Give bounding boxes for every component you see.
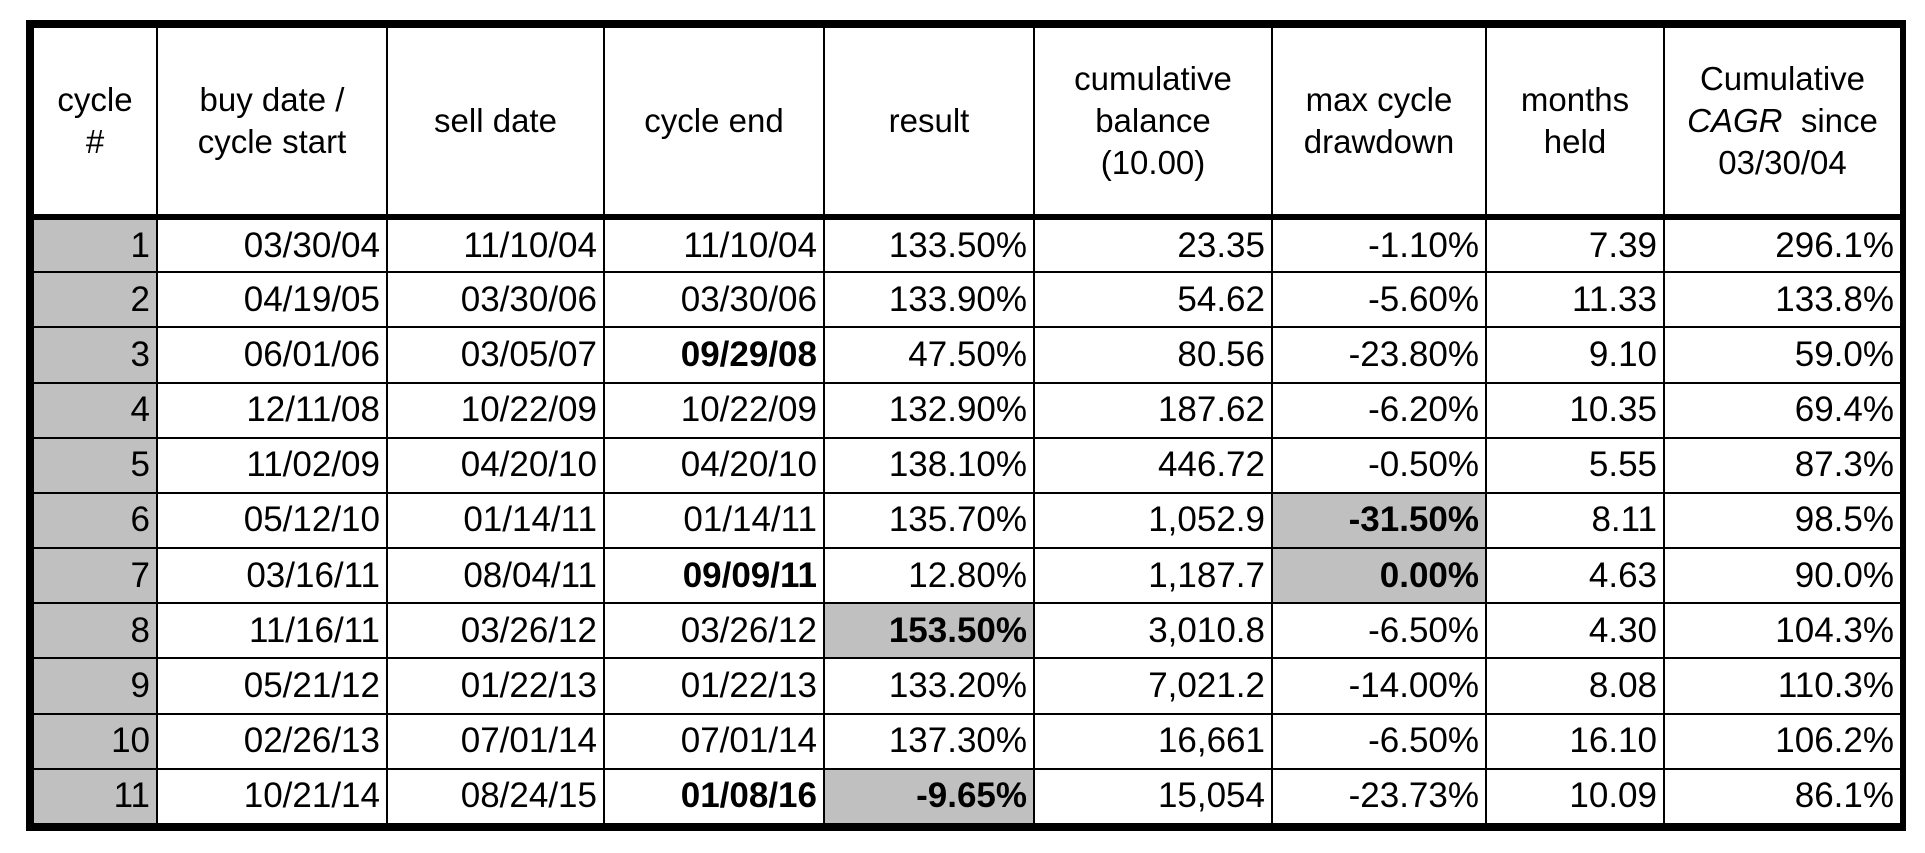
table-row [33,658,1901,713]
months-held-cell: 4.63 [1486,548,1664,603]
buy-date-cell: 02/26/13 [157,714,387,769]
table-body [33,217,1901,824]
balance-cell: 15,054 [1034,769,1272,824]
cycle-number-cell: 9 [33,658,157,713]
cycle-number-cell: 2 [33,272,157,327]
table-row [33,769,1901,824]
cycle-number-cell: 10 [33,714,157,769]
cycle-number-cell: 3 [33,327,157,382]
months-held-cell: 4.30 [1486,603,1664,658]
header-line: (10.00) [1100,144,1206,181]
drawdown-cell: -0.50% [1272,438,1486,493]
buy-date-cell: 05/12/10 [157,493,387,548]
cycle-results-table [32,26,1902,825]
header-line: months [1520,81,1630,118]
balance-cell: 23.35 [1034,217,1272,272]
header-line: cycle [57,81,133,118]
table-row [33,438,1901,493]
cagr-cell: 87.3% [1664,438,1901,493]
drawdown-cell: -23.80% [1272,327,1486,382]
sell-date-cell: 04/20/10 [387,438,604,493]
result-cell: 153.50% [824,603,1034,658]
cycle-number-cell: 5 [33,438,157,493]
header-line: result [888,102,970,139]
table-row [33,327,1901,382]
balance-cell: 187.62 [1034,383,1272,438]
header-line: drawdown [1303,123,1455,160]
cagr-cell: 104.3% [1664,603,1901,658]
cycle-end-cell: 10/22/09 [604,383,824,438]
buy-date-cell: 03/16/11 [157,548,387,603]
table-row [33,548,1901,603]
sell-date-cell: 01/22/13 [387,658,604,713]
months-held-cell: 9.10 [1486,327,1664,382]
header-line [1669,100,1896,142]
balance-cell: 80.56 [1034,327,1272,382]
result-cell: 12.80% [824,548,1034,603]
months-held-cell: 8.11 [1486,493,1664,548]
months-held-cell: 7.39 [1486,217,1664,272]
cycle-end-cell: 03/26/12 [604,603,824,658]
header-line: max cycle [1305,81,1453,118]
cagr-cell: 133.8% [1664,272,1901,327]
cagr-cell: 296.1% [1664,217,1901,272]
header-line: balance [1095,102,1211,139]
table-row [33,272,1901,327]
cycle-end-cell: 03/30/06 [604,272,824,327]
months-held-cell: 5.55 [1486,438,1664,493]
months-held-cell: 10.35 [1486,383,1664,438]
cycle-number-cell: 7 [33,548,157,603]
header-line: # [85,123,105,160]
months-held-cell: 10.09 [1486,769,1664,824]
sell-date-cell: 08/04/11 [387,548,604,603]
buy-date-cell: 11/16/11 [157,603,387,658]
buy-date-cell: 05/21/12 [157,658,387,713]
drawdown-cell: -1.10% [1272,217,1486,272]
header-line: cumulative [1074,60,1232,97]
buy-date-cell: 11/02/09 [157,438,387,493]
buy-date-cell: 03/30/04 [157,217,387,272]
months-held-cell: 8.08 [1486,658,1664,713]
drawdown-cell: -31.50% [1272,493,1486,548]
sell-date-cell: 08/24/15 [387,769,604,824]
balance-cell: 54.62 [1034,272,1272,327]
result-cell: 133.20% [824,658,1034,713]
header-result [824,27,1034,217]
cagr-cell: 86.1% [1664,769,1901,824]
months-held-cell: 11.33 [1486,272,1664,327]
header-line: buy date / [199,81,345,118]
cycle-number-cell: 8 [33,603,157,658]
cagr-cell: 98.5% [1664,493,1901,548]
cagr-cell: 90.0% [1664,548,1901,603]
cycle-number-cell: 1 [33,217,157,272]
buy-date-cell: 12/11/08 [157,383,387,438]
cagr-cell: 106.2% [1664,714,1901,769]
table-row [33,217,1901,272]
drawdown-cell: -6.50% [1272,603,1486,658]
header-sell-date [387,27,604,217]
drawdown-cell: 0.00% [1272,548,1486,603]
header-months-held [1486,27,1664,217]
sell-date-cell: 03/05/07 [387,327,604,382]
balance-cell: 1,052.9 [1034,493,1272,548]
header-line: 03/30/04 [1718,144,1847,181]
header-line: sell date [434,102,557,139]
header-max-drawdown [1272,27,1486,217]
buy-date-cell: 06/01/06 [157,327,387,382]
table-row [33,603,1901,658]
header-line: Cumulative [1699,60,1866,97]
result-cell: 138.10% [824,438,1034,493]
drawdown-cell: -6.20% [1272,383,1486,438]
table-row [33,383,1901,438]
cycle-end-cell: 09/09/11 [604,548,824,603]
cycle-end-cell: 04/20/10 [604,438,824,493]
balance-cell: 446.72 [1034,438,1272,493]
drawdown-cell: -23.73% [1272,769,1486,824]
sell-date-cell: 01/14/11 [387,493,604,548]
header-cagr-term: CAGR [1687,102,1783,139]
table-row [33,714,1901,769]
sell-date-cell: 11/10/04 [387,217,604,272]
result-cell: -9.65% [824,769,1034,824]
cycle-number-cell: 6 [33,493,157,548]
header-cycle-end [604,27,824,217]
sell-date-cell: 03/26/12 [387,603,604,658]
drawdown-cell: -14.00% [1272,658,1486,713]
sell-date-cell: 07/01/14 [387,714,604,769]
header-since-term: since [1800,102,1878,139]
header-row [33,27,1901,217]
header-cycle-number [33,27,157,217]
result-cell: 135.70% [824,493,1034,548]
result-cell: 137.30% [824,714,1034,769]
cycle-number-cell: 11 [33,769,157,824]
drawdown-cell: -6.50% [1272,714,1486,769]
balance-cell: 3,010.8 [1034,603,1272,658]
cycle-end-cell: 01/22/13 [604,658,824,713]
balance-cell: 1,187.7 [1034,548,1272,603]
cycle-results-table-frame [26,20,1906,831]
result-cell: 133.90% [824,272,1034,327]
sell-date-cell: 03/30/06 [387,272,604,327]
result-cell: 47.50% [824,327,1034,382]
buy-date-cell: 10/21/14 [157,769,387,824]
balance-cell: 7,021.2 [1034,658,1272,713]
drawdown-cell: -5.60% [1272,272,1486,327]
cycle-end-cell: 01/08/16 [604,769,824,824]
cagr-cell: 110.3% [1664,658,1901,713]
buy-date-cell: 04/19/05 [157,272,387,327]
cycle-end-cell: 11/10/04 [604,217,824,272]
sell-date-cell: 10/22/09 [387,383,604,438]
header-line: cycle start [197,123,347,160]
header-line: held [1543,123,1607,160]
table-row [33,493,1901,548]
months-held-cell: 16.10 [1486,714,1664,769]
cycle-number-cell: 4 [33,383,157,438]
cycle-end-cell: 07/01/14 [604,714,824,769]
cycle-end-cell: 01/14/11 [604,493,824,548]
header-buy-date [157,27,387,217]
result-cell: 132.90% [824,383,1034,438]
header-cumulative-cagr [1664,27,1901,217]
cagr-cell: 59.0% [1664,327,1901,382]
cycle-end-cell: 09/29/08 [604,327,824,382]
result-cell: 133.50% [824,217,1034,272]
balance-cell: 16,661 [1034,714,1272,769]
header-line: cycle end [644,102,784,139]
cagr-cell: 69.4% [1664,383,1901,438]
header-cumulative-balance [1034,27,1272,217]
